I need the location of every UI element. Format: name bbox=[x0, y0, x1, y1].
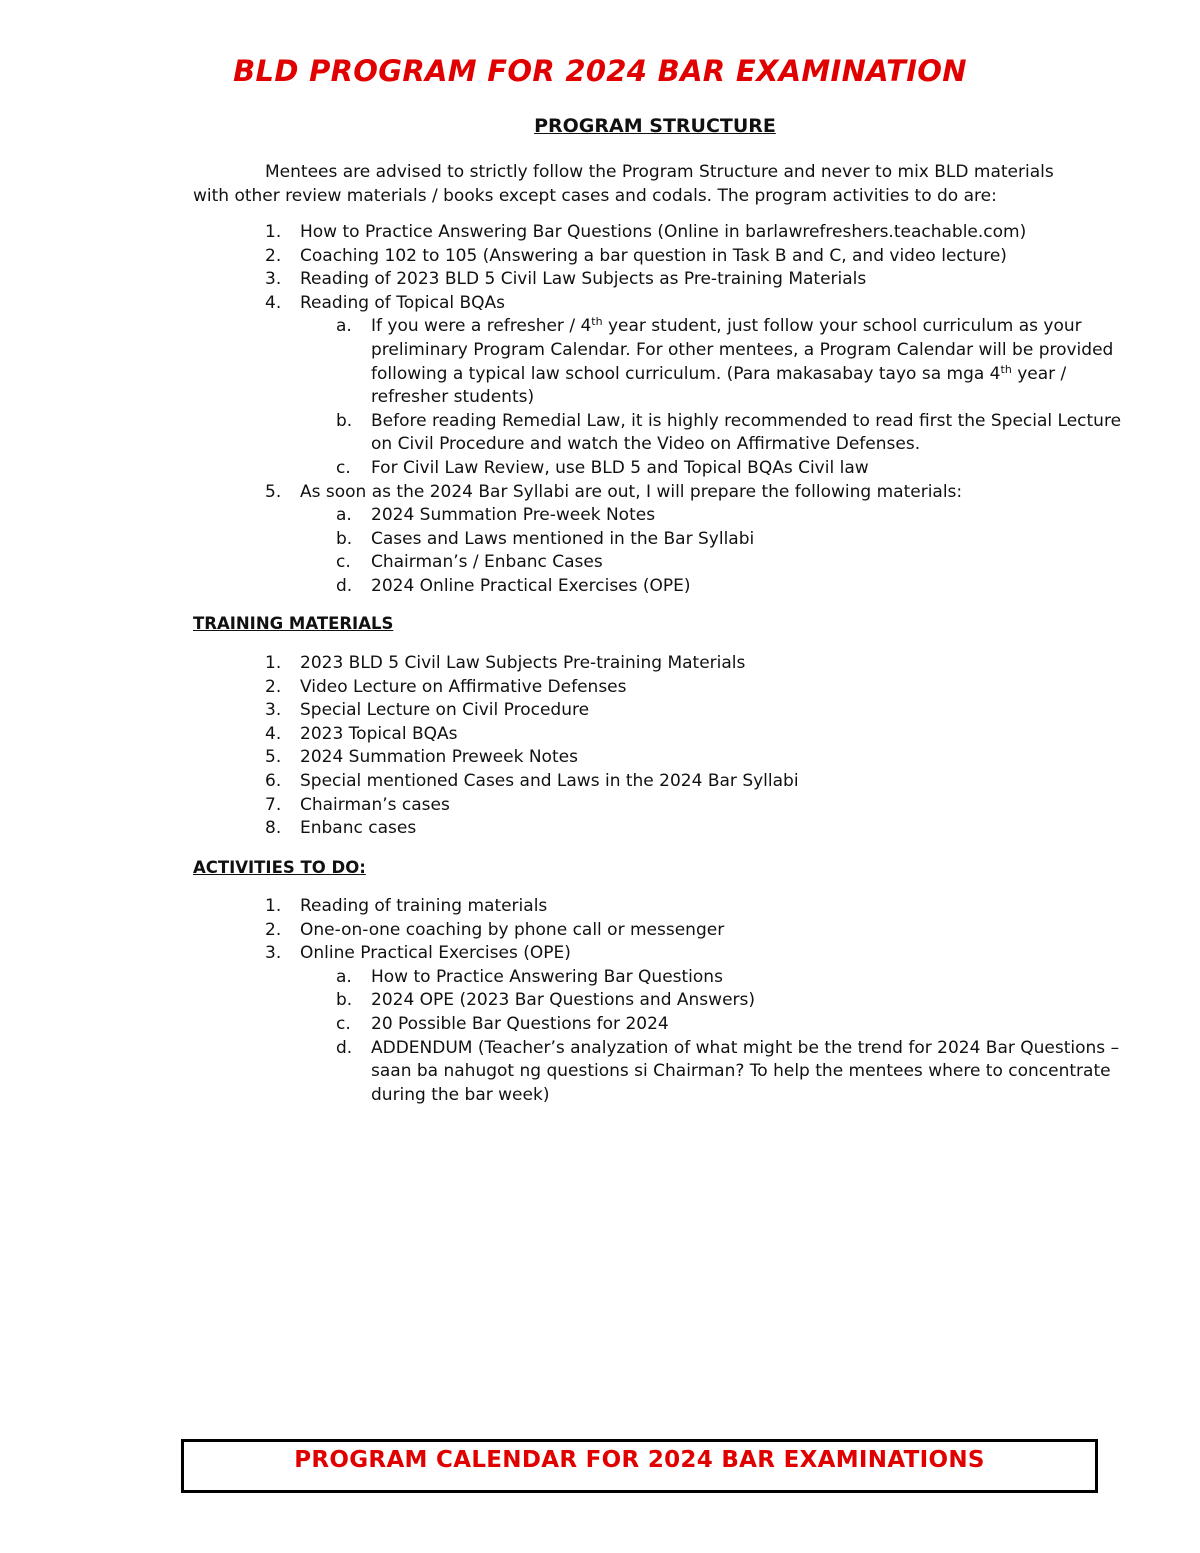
list-item: 3. Reading of 2023 BLD 5 Civil Law Subjects as Pre-training Materials bbox=[265, 269, 867, 290]
list-item: 3. Special Lecture on Civil Procedure bbox=[265, 700, 590, 721]
intro-line-1: Mentees are advised to strictly follow the Program Structure and never to mix BLD materials bbox=[265, 162, 1054, 182]
sub-list-item: a. If you were a refresher / 4th year student, just follow your school curriculum as your preliminary Program Calendar. For other mentees, a Program Calendar will be provided following a typical law school curriculum. (Para makasabay tayo sa mga 4th year / refresher students) bbox=[336, 315, 1114, 408]
sub-list-item: d. ADDENDUM (Teacher’s analyzation of what might be the trend for 2024 Bar Questions – saan ba nahugot ng questions si Chairman? To help the mentees where to concentrate during the bar week) bbox=[336, 1037, 1120, 1105]
sub-list-item: a. How to Practice Answering Bar Questions bbox=[336, 966, 723, 987]
sub-list-item: c. Chairman’s / Enbanc Cases bbox=[336, 552, 603, 573]
list-item: 4. 2023 Topical BQAs bbox=[265, 723, 458, 744]
program-calendar-title: PROGRAM CALENDAR FOR 2024 BAR EXAMINATIONS bbox=[294, 1447, 985, 1473]
document-title: BLD PROGRAM FOR 2024 BAR EXAMINATION bbox=[233, 54, 967, 88]
list-item: 3. Online Practical Exercises (OPE) bbox=[265, 943, 571, 964]
list-item: 2. Coaching 102 to 105 (Answering a bar question in Task B and C, and video lecture) bbox=[265, 245, 1007, 266]
list-item: 1. How to Practice Answering Bar Questions (Online in barlawrefreshers.teachable.com) bbox=[265, 222, 1027, 242]
activities-list bbox=[193, 895, 1133, 1107]
intro-paragraph bbox=[193, 160, 1123, 208]
intro-line-2: with other review materials / books except cases and codals. The program activities to do are: bbox=[193, 186, 997, 206]
sub-list-item: c. 20 Possible Bar Questions for 2024 bbox=[336, 1013, 669, 1034]
sub-list-item: d. 2024 Online Practical Exercises (OPE) bbox=[336, 575, 691, 596]
program-structure-list bbox=[193, 221, 1133, 599]
activities-heading: ACTIVITIES TO DO: bbox=[193, 858, 366, 877]
program-calendar-banner bbox=[181, 1439, 1098, 1493]
sub-list-item: b. 2024 OPE (2023 Bar Questions and Answers) bbox=[336, 990, 756, 1011]
list-item: 4. Reading of Topical BQAs bbox=[265, 292, 506, 313]
training-materials-list bbox=[193, 652, 1133, 841]
list-item: 1. Reading of training materials bbox=[265, 896, 548, 916]
list-item: 5. As soon as the 2024 Bar Syllabi are out, I will prepare the following materials: bbox=[265, 481, 963, 502]
sub-list-item: b. Before reading Remedial Law, it is highly recommended to read first the Special Lecture on Civil Procedure and watch the Video on Affirmative Defenses. bbox=[336, 410, 1122, 455]
list-item: 1. 2023 BLD 5 Civil Law Subjects Pre-training Materials bbox=[265, 653, 746, 673]
sub-list-item: b. Cases and Laws mentioned in the Bar Syllabi bbox=[336, 528, 755, 549]
list-item: 8. Enbanc cases bbox=[265, 818, 417, 839]
list-item: 7. Chairman’s cases bbox=[265, 794, 450, 815]
list-item: 2. One-on-one coaching by phone call or messenger bbox=[265, 919, 725, 940]
list-item: 6. Special mentioned Cases and Laws in the 2024 Bar Syllabi bbox=[265, 770, 799, 791]
list-item: 2. Video Lecture on Affirmative Defenses bbox=[265, 676, 627, 697]
training-materials-heading: TRAINING MATERIALS bbox=[193, 614, 394, 633]
sub-list-item: c. For Civil Law Review, use BLD 5 and Topical BQAs Civil law bbox=[336, 457, 869, 478]
sub-list-item: a. 2024 Summation Pre-week Notes bbox=[336, 505, 656, 526]
program-structure-heading: PROGRAM STRUCTURE bbox=[534, 115, 776, 137]
list-item: 5. 2024 Summation Preweek Notes bbox=[265, 747, 578, 768]
